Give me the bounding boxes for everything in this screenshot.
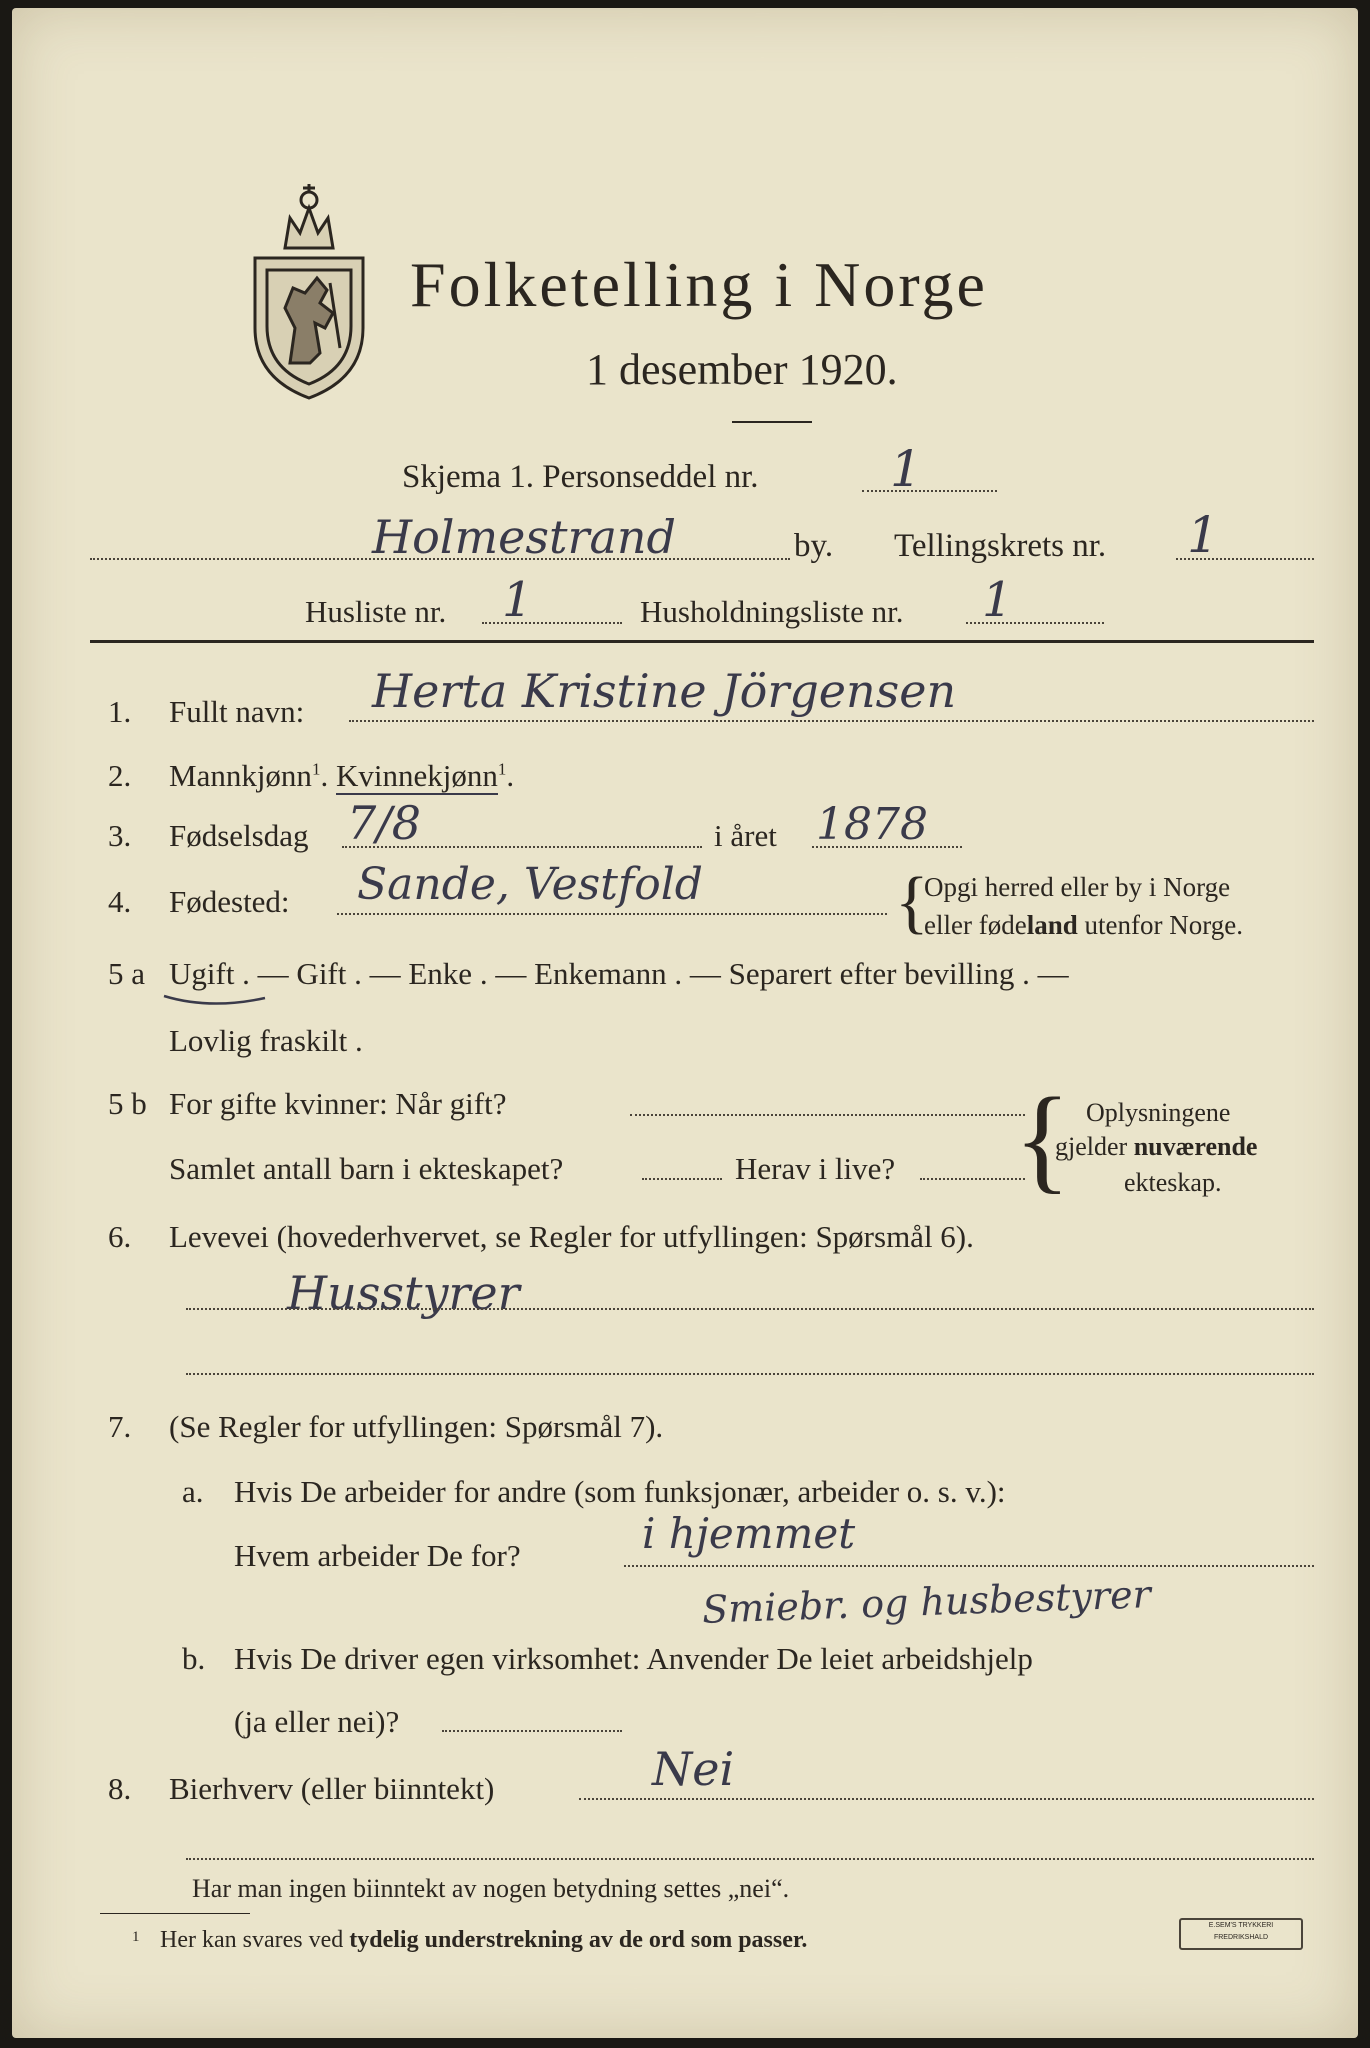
q3-year-value: 1878: [816, 799, 928, 850]
header-divider: [90, 640, 1314, 643]
q4-number: 4.: [108, 884, 132, 919]
q3-day-value: 7/8: [347, 796, 422, 850]
q7a-line: [624, 1565, 1314, 1567]
q4-line: [337, 913, 887, 915]
personseddel-line: [862, 490, 997, 492]
q7b-letter: b.: [182, 1641, 206, 1676]
q5b-number: 5 b: [108, 1086, 147, 1121]
q6-value: Husstyrer: [287, 1266, 520, 1320]
q8-value: Nei: [652, 1742, 735, 1796]
q7b-sub: (ja eller nei)?: [234, 1704, 400, 1739]
q5a-ugift-underline: [160, 990, 270, 1010]
census-form-sheet: [12, 8, 1358, 2038]
q2-number: 2.: [108, 758, 132, 793]
q2-options: Mannkjønn$^1$. Kvinnekjønn$^1$.: [169, 758, 515, 793]
q5a-options: Ugift . — Gift . — Enke . — Enkemann . — Separert efter bevilling . —: [169, 956, 1069, 991]
q5b-married-line: [630, 1114, 1025, 1116]
q7-number: 7.: [108, 1409, 132, 1444]
q8-label: Bierhverv (eller biinntekt): [169, 1771, 495, 1806]
biinntekt-note: Har man ingen biinntekt av nogen betydning settes „nei“.: [192, 1874, 790, 1903]
q4-value: Sande, Vestfold: [357, 859, 703, 910]
q3-label: Fødselsdag: [169, 818, 309, 853]
personseddel-value: 1: [890, 440, 922, 498]
tellingskrets-value: 1: [1187, 506, 1219, 564]
schema-label: Skjema 1. Personseddel nr.: [402, 459, 759, 495]
q5b-label2: Samlet antall barn i ekteskapet?: [169, 1151, 564, 1186]
q5b-brace: {: [1014, 1073, 1071, 1204]
form-title: Folketelling i Norge: [410, 249, 988, 320]
q5b-note-line3: ekteskap.: [1124, 1168, 1222, 1197]
q2-male: Mannkjønn: [169, 758, 312, 793]
q4-note-line2: eller fødeland utenfor Norge.: [924, 910, 1243, 940]
tellingskrets-label: Tellingskrets nr.: [894, 528, 1107, 564]
q5b-label3: Herav i live?: [735, 1151, 896, 1186]
q5b-alive-line: [920, 1178, 1025, 1180]
q8-line2: [186, 1858, 1314, 1860]
q6-number: 6.: [108, 1219, 132, 1254]
q6-line1: [186, 1308, 1314, 1310]
q7a-text: Hvis De arbeider for andre (som funksjonær, arbeider o. s. v.):: [234, 1474, 1006, 1509]
title-divider: [732, 421, 812, 423]
q7a-letter: a.: [182, 1474, 204, 1509]
coat-of-arms-icon: [245, 178, 373, 403]
q8-line: [579, 1798, 1314, 1800]
q4-note-line1: Opgi herred eller by i Norge: [924, 872, 1231, 902]
footnote-text: Her kan svares ved tydelig understrekning av de ord som passer.: [160, 1927, 808, 1953]
q6-label: Levevei (hovederhvervet, se Regler for utfyllingen: Spørsmål 6).: [169, 1219, 974, 1254]
q5b-note-line1: Oplysningene: [1086, 1098, 1231, 1127]
q1-value: Herta Kristine Jörgensen: [372, 664, 957, 718]
husliste-value: 1: [502, 572, 533, 628]
q7a-value2: Smiebr. og husbestyrer: [701, 1572, 1152, 1632]
printer-stamp: [1179, 1918, 1303, 1950]
q7b-line: [442, 1730, 622, 1732]
husholdning-value: 1: [982, 572, 1013, 628]
q7b-text: Hvis De driver egen virksomhet: Anvender De leiet arbeidshjelp: [234, 1641, 1033, 1676]
q7-label: (Se Regler for utfyllingen: Spørsmål 7).: [169, 1409, 664, 1444]
husliste-label: Husliste nr.: [305, 594, 447, 629]
q3-number: 3.: [108, 818, 132, 853]
q5a-number: 5 a: [108, 956, 146, 991]
q4-brace: {: [895, 864, 929, 941]
q6-line2: [186, 1373, 1314, 1375]
by-label: by.: [794, 528, 834, 564]
q1-line: [349, 720, 1314, 722]
q2-female: Kvinnekjønn: [335, 758, 498, 793]
q7a-value: i hjemmet: [642, 1509, 856, 1558]
city-value: Holmestrand: [372, 510, 676, 564]
q1-number: 1.: [108, 694, 132, 729]
q3-year-label: i året: [714, 818, 777, 853]
q5a-options-line2: Lovlig fraskilt .: [169, 1023, 363, 1058]
q5b-children-line: [642, 1178, 722, 1180]
q4-label: Fødested:: [169, 884, 290, 919]
q5b-label1: For gifte kvinner: Når gift?: [169, 1086, 507, 1121]
census-date: 1 desember 1920.: [586, 345, 898, 394]
footnote-mark: 1: [132, 1929, 140, 1945]
husholdning-label: Husholdningsliste nr.: [640, 594, 904, 629]
footnote-divider: [100, 1913, 250, 1914]
printer-stamp-line1: E.SEM'S TRYKKERI: [1208, 1922, 1274, 1929]
printer-stamp-line2: FREDRIKSHALD: [1213, 1934, 1269, 1941]
q7a-sub: Hvem arbeider De for?: [234, 1538, 521, 1573]
q1-label: Fullt navn:: [169, 694, 305, 729]
q5b-note-line2: gjelder nuværende: [1055, 1132, 1258, 1161]
q8-number: 8.: [108, 1771, 132, 1806]
